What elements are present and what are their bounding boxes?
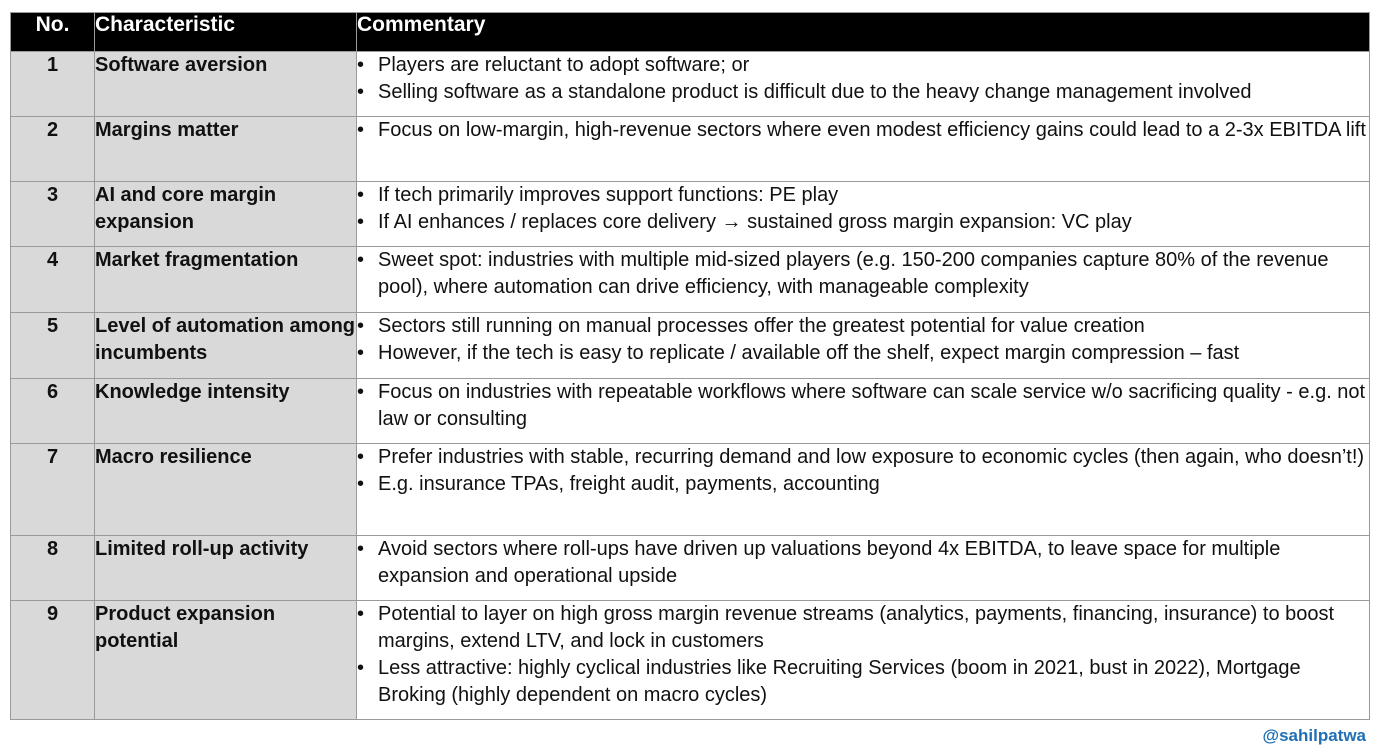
table-row bbox=[11, 117, 1370, 182]
row-number: 9 bbox=[11, 601, 95, 720]
commentary-bullet: • Avoid sectors where roll-ups have driven up valuations beyond 4x EBITDA, to leave space for multiple expansion and operational upside bbox=[357, 536, 1369, 590]
row-number: 6 bbox=[11, 379, 95, 444]
commentary-bullet: • However, if the tech is easy to replicate / available off the shelf, expect margin compression – fast bbox=[357, 340, 1369, 367]
table-row bbox=[11, 536, 1370, 601]
row-number: 2 bbox=[11, 117, 95, 182]
row-commentary bbox=[357, 601, 1370, 720]
table-row bbox=[11, 313, 1370, 379]
row-commentary bbox=[357, 313, 1370, 379]
row-commentary bbox=[357, 182, 1370, 247]
table-row bbox=[11, 52, 1370, 117]
row-characteristic: Knowledge intensity bbox=[95, 379, 357, 444]
commentary-bullet: • Focus on industries with repeatable workflows where software can scale service w/o sacrificing quality - e.g. not law or consulting bbox=[357, 379, 1369, 433]
row-commentary bbox=[357, 247, 1370, 313]
table-row bbox=[11, 601, 1370, 720]
characteristics-table bbox=[10, 12, 1370, 720]
table-row bbox=[11, 182, 1370, 247]
row-characteristic: Market fragmentation bbox=[95, 247, 357, 313]
commentary-bullet: • Focus on low-margin, high-revenue sectors where even modest efficiency gains could lead to a 2-3x EBITDA lift bbox=[357, 117, 1369, 144]
row-characteristic: Software aversion bbox=[95, 52, 357, 117]
row-commentary bbox=[357, 117, 1370, 182]
row-characteristic: Level of automation among incumbents bbox=[95, 313, 357, 379]
row-commentary bbox=[357, 444, 1370, 536]
row-number: 8 bbox=[11, 536, 95, 601]
row-number: 1 bbox=[11, 52, 95, 117]
row-commentary bbox=[357, 379, 1370, 444]
table-row bbox=[11, 379, 1370, 444]
table-row bbox=[11, 444, 1370, 536]
row-characteristic: AI and core margin expansion bbox=[95, 182, 357, 247]
row-characteristic: Margins matter bbox=[95, 117, 357, 182]
row-characteristic: Macro resilience bbox=[95, 444, 357, 536]
commentary-bullet: • Players are reluctant to adopt software; or bbox=[357, 52, 1369, 79]
commentary-bullet: • Sweet spot: industries with multiple mid-sized players (e.g. 150-200 companies capture 80% of the revenue pool), where automation can drive efficiency, with manageable complexity bbox=[357, 247, 1369, 301]
row-characteristic: Limited roll-up activity bbox=[95, 536, 357, 601]
commentary-bullet: • If tech primarily improves support functions: PE play bbox=[357, 182, 1369, 209]
commentary-bullet: • Selling software as a standalone product is difficult due to the heavy change management involved bbox=[357, 79, 1369, 106]
row-number: 7 bbox=[11, 444, 95, 536]
row-commentary bbox=[357, 52, 1370, 117]
row-characteristic: Product expansion potential bbox=[95, 601, 357, 720]
row-number: 4 bbox=[11, 247, 95, 313]
table-row bbox=[11, 247, 1370, 313]
commentary-bullet: • Prefer industries with stable, recurring demand and low exposure to economic cycles (then again, who doesn’t!) bbox=[357, 444, 1369, 471]
row-commentary bbox=[357, 536, 1370, 601]
header-commentary: Commentary bbox=[357, 13, 1370, 52]
header-row bbox=[11, 13, 1370, 52]
row-number: 5 bbox=[11, 313, 95, 379]
header-no: No. bbox=[11, 13, 95, 52]
author-handle: @sahilpatwa bbox=[1262, 726, 1366, 745]
commentary-bullet: • Potential to layer on high gross margin revenue streams (analytics, payments, financing, insurance) to boost margins, extend LTV, and lock in customers bbox=[357, 601, 1369, 655]
commentary-bullet: • If AI enhances / replaces core delivery → sustained gross margin expansion: VC play bbox=[357, 209, 1369, 236]
row-number: 3 bbox=[11, 182, 95, 247]
commentary-bullet: • Less attractive: highly cyclical industries like Recruiting Services (boom in 2021, bust in 2022), Mortgage Broking (highly dependent on macro cycles) bbox=[357, 655, 1369, 709]
commentary-bullet: • E.g. insurance TPAs, freight audit, payments, accounting bbox=[357, 471, 1369, 498]
commentary-bullet: • Sectors still running on manual processes offer the greatest potential for value creation bbox=[357, 313, 1369, 340]
header-characteristic: Characteristic bbox=[95, 13, 357, 52]
